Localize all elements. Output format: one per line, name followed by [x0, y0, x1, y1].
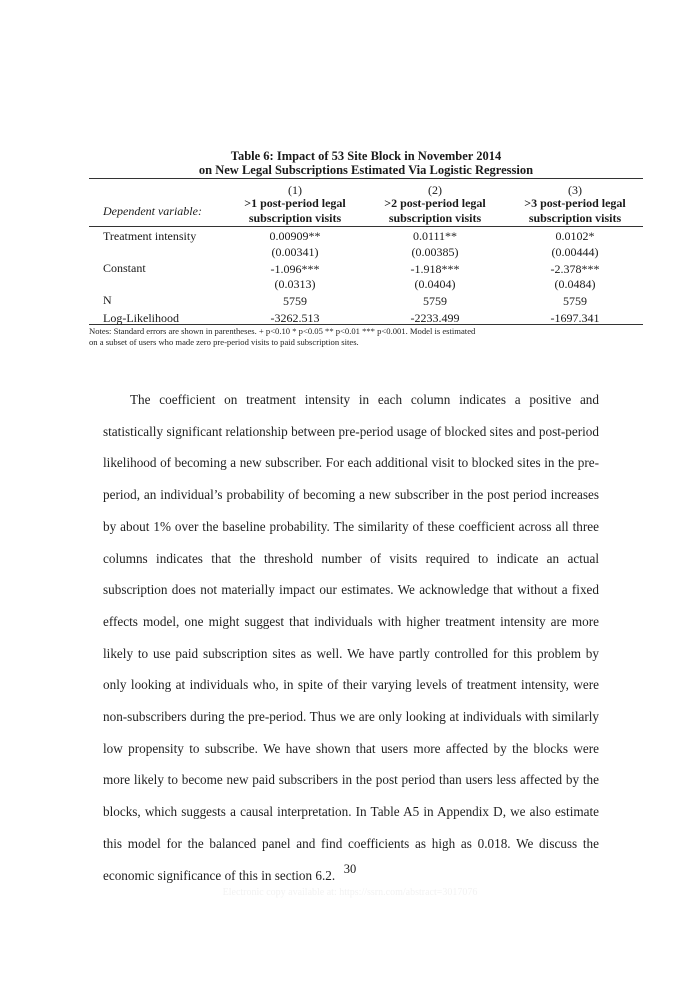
body-paragraph-text: The coefficient on treatment intensity in each column indicates a positive and statistically significant relationship between pre-period usage of blocked sites and post-period likelihood of becoming a new subscriber. For each additional visit to blocked sites in the pre-period, an individual’s probability of becoming a new subscriber in the post period increases by about 1% over the baseline probability. The similarity of these coefficient across all three columns indicates that the threshold number of visits required to indicate an actual subscription does not materially impact our estimates. We acknowledge that without a fixed effects model, one might suggest that individuals with higher treatment intensity are more likely to use paid subscription sites as well. We have partly controlled for this problem by only looking at individuals who, in spite of their varying levels of treatment intensity, were non-subscribers during the pre-period. Thus we are only looking at individuals with similarly low propensity to subscribe. We have shown that users more affected by the blocks were more likely to become new paid subscribers in the post period than users less affected by the blocks, which suggests a causal interpretation. In Table A5 in Appendix D, we also estimate this model for the balanced panel and find coefficients as high as 0.018. We discuss the economic significance of this in section 6.2.: [103, 392, 599, 883]
table-title-line-2: on New Legal Subscriptions Estimated Via Logistic Regression: [198, 163, 534, 177]
table-cell: (0.00341): [271, 245, 319, 259]
column-header-line-1: >2 post-period legal: [384, 196, 486, 210]
column-number: (2): [428, 183, 442, 197]
column-header-line-1: >3 post-period legal: [524, 196, 626, 210]
body-paragraph: [103, 384, 599, 891]
page-number: 30: [343, 862, 357, 876]
table-cell: (0.00385): [411, 245, 459, 259]
table-cell: -1.096***: [270, 262, 320, 276]
table-bottom-rule: [89, 324, 643, 325]
table-cell: 5759: [563, 294, 587, 308]
column-number: (3): [568, 183, 582, 197]
table-cell: 0.0102*: [555, 229, 595, 243]
table-cell: -3262.513: [270, 311, 320, 325]
table-cell: (0.0313): [274, 277, 316, 291]
table-title-line-1: Table 6: Impact of 53 Site Block in November 2014: [230, 149, 502, 163]
column-header-line-1: >1 post-period legal: [244, 196, 346, 210]
dependent-variable-label: Dependent variable:: [103, 204, 202, 218]
table-cell: -2.378***: [550, 262, 600, 276]
table-cell: (0.0404): [414, 277, 456, 291]
table-cell: 5759: [423, 294, 447, 308]
table-cell: -1697.341: [550, 311, 600, 325]
column-header-line-2: subscription visits: [248, 211, 342, 225]
column-header-line-2: subscription visits: [528, 211, 622, 225]
table-cell: (0.00444): [551, 245, 599, 259]
table-notes-line-2: on a subset of users who made zero pre-period visits to paid subscription sites.: [89, 337, 359, 347]
row-label: Log-Likelihood: [103, 311, 179, 325]
table-notes-line-1: Notes: Standard errors are shown in parentheses. + p<0.10 * p<0.05 ** p<0.01 *** p<0.001. Model is estimated: [89, 326, 476, 336]
table-cell: 5759: [283, 294, 307, 308]
row-label: Treatment intensity: [103, 229, 197, 243]
table-cell: 0.0111**: [412, 229, 458, 243]
table-top-rule: [89, 178, 643, 179]
column-header-line-2: subscription visits: [388, 211, 482, 225]
table-cell: -1.918***: [410, 262, 460, 276]
table-cell: (0.0484): [554, 277, 596, 291]
row-label: N: [103, 293, 112, 307]
table-notes: [89, 326, 649, 348]
table-cell: 0.00909**: [269, 229, 321, 243]
table-title: [90, 149, 642, 177]
row-label: Constant: [103, 261, 146, 275]
ssrn-watermark: Electronic copy available at: https://ssrn.com/abstract=3017076: [222, 887, 478, 898]
table-cell: -2233.499: [410, 311, 460, 325]
table-header-rule: [89, 226, 643, 227]
column-number: (1): [288, 183, 302, 197]
